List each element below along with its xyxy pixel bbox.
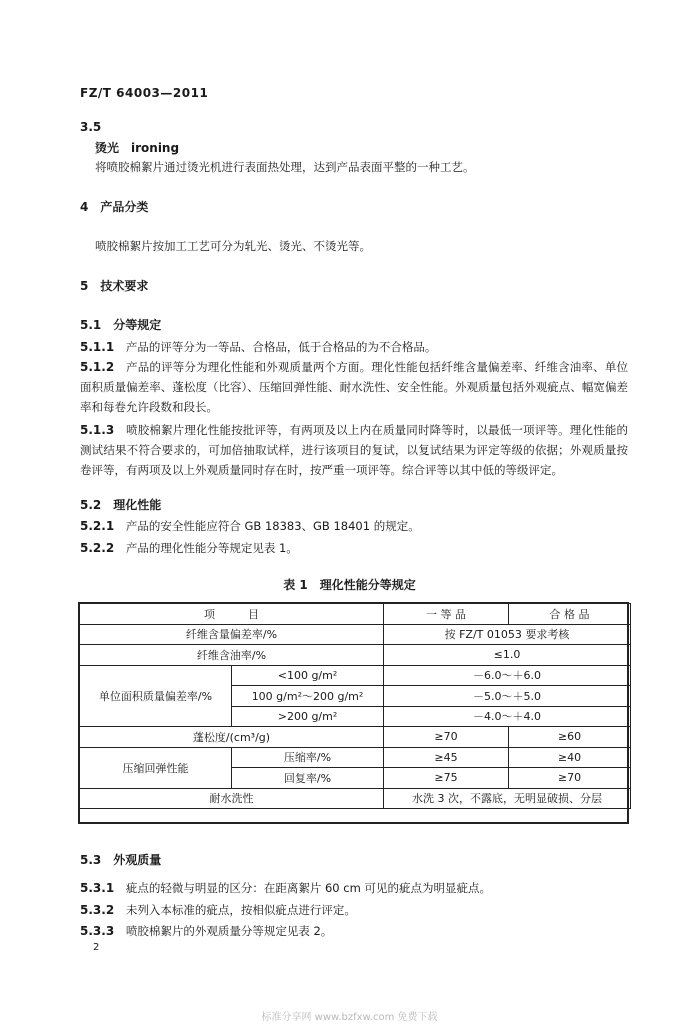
section-4-title: 4 产品分类 — [80, 200, 149, 214]
standard-code: FZ/T 64003—2011 — [80, 86, 209, 100]
section-5-1-title: 5.1 分等规定 — [80, 318, 162, 332]
mass-range-1: <100 g/m² — [232, 665, 384, 686]
clause-5-2-2 — [80, 540, 298, 556]
clause-5-1-3 — [80, 420, 628, 480]
clause-5-1-2-text: 产品的评等分为理化性能和外观质量两个方面。理化性能包括纤维含量偏差率、纤维含油率、单位面积质量偏差率、蓬松度（比容）、压缩回弹性能、耐水洗性、安全性能。外观质量包括外观疵点、幅宽偏差率和每卷允许段数和段长。 — [80, 360, 629, 414]
mass-range-1-value: －6.0～＋6.0 — [384, 665, 631, 686]
clause-5-1-1 — [80, 337, 628, 357]
clause-3-5-definition: 将喷胶棉絮片通过烫光机进行表面热处理，达到产品表面平整的一种工艺。 — [95, 160, 475, 174]
header-qualified: 合 格 品 — [509, 604, 631, 625]
header-item: 项 目 — [80, 604, 384, 625]
section-5-title: 5 技术要求 — [80, 279, 149, 293]
clause-5-3-2 — [80, 902, 356, 918]
clause-5-3-3 — [80, 923, 332, 939]
section-5-3-title: 5.3 外观质量 — [80, 853, 162, 867]
row-compression: 压缩回弹性能 — [80, 747, 232, 788]
clause-5-3-3-number: 5.3.3 — [80, 924, 115, 938]
section-5-2-title: 5.2 理化性能 — [80, 498, 162, 512]
table-row — [80, 747, 631, 768]
table-row — [80, 665, 631, 686]
recovery-rate-qualified: ≥70 — [509, 768, 631, 789]
clause-5-1-2 — [80, 357, 628, 417]
compression-rate-first: ≥45 — [384, 747, 509, 768]
table-row — [80, 788, 631, 809]
fiber-oil-value: ≤1.0 — [384, 645, 631, 666]
footer-watermark: 标准分享网 www.bzfxw.com 免费下载 — [261, 1012, 438, 1023]
table-1 — [79, 603, 631, 809]
row-fiber-content-deviation: 纤维含量偏差率/% — [80, 624, 384, 645]
clause-5-2-1 — [80, 518, 420, 534]
page-number: 2 — [93, 942, 100, 953]
table-row — [80, 727, 631, 748]
bulkiness-first: ≥70 — [384, 727, 509, 748]
clause-5-3-1 — [80, 880, 491, 896]
recovery-rate-first: ≥75 — [384, 768, 509, 789]
table-row — [80, 645, 631, 666]
mass-range-2: 100 g/m²～200 g/m² — [232, 686, 384, 707]
header-first-grade: 一 等 品 — [384, 604, 509, 625]
row-bulkiness: 蓬松度/(cm³/g) — [80, 727, 384, 748]
row-mass-deviation: 单位面积质量偏差率/% — [80, 665, 232, 727]
row-wash-resistance: 耐水洗性 — [80, 788, 384, 809]
clause-5-3-1-number: 5.3.1 — [80, 881, 115, 895]
table-header-row — [80, 604, 631, 625]
clause-5-1-3-text: 喷胶棉絮片理化性能按批评等，有两项及以上内在质量同时降等时，以最低一项评等。理化性能的测试结果不符合要求的，可加倍抽取试样，进行该项目的复试，以复试结果为评定等级的依据；外观质量按卷评等，有两项及以上外观质量同时存在时，按严重一项评等。综合评等以其中低的等级评定。 — [80, 423, 629, 477]
fiber-content-deviation-value: 按 FZ/T 01053 要求考核 — [384, 624, 631, 645]
clause-5-3-2-text: 未列入本标准的疵点，按相似疵点进行评定。 — [125, 903, 356, 917]
wash-resistance-value: 水洗 3 次，不露底，无明显破损、分层 — [384, 788, 631, 809]
clause-5-3-3-text: 喷胶棉絮片的外观质量分等规定见表 2。 — [125, 924, 333, 938]
mass-range-3: >200 g/m² — [232, 706, 384, 727]
clause-5-2-1-text: 产品的安全性能应符合 GB 18383、GB 18401 的规定。 — [125, 519, 420, 533]
clause-5-2-2-text: 产品的理化性能分等规定见表 1。 — [125, 541, 298, 555]
clause-5-3-2-number: 5.3.2 — [80, 903, 115, 917]
clause-5-1-1-number: 5.1.1 — [80, 340, 115, 354]
clause-5-2-1-number: 5.2.1 — [80, 519, 115, 533]
compression-rate-qualified: ≥40 — [509, 747, 631, 768]
clause-5-3-1-text: 疵点的轻微与明显的区分：在距离絮片 60 cm 可见的疵点为明显疵点。 — [125, 881, 491, 895]
section-4-text: 喷胶棉絮片按加工工艺可分为轧光、烫光、不烫光等。 — [95, 239, 371, 253]
clause-3-5-term: 烫光 ironing — [95, 141, 180, 155]
clause-5-2-2-number: 5.2.2 — [80, 541, 115, 555]
clause-5-1-2-number: 5.1.2 — [80, 360, 115, 374]
mass-range-3-value: －4.0～＋4.0 — [384, 706, 631, 727]
clause-5-1-1-text: 产品的评等分为一等品、合格品，低于合格品的为不合格品。 — [125, 340, 437, 354]
bulkiness-qualified: ≥60 — [509, 727, 631, 748]
clause-5-1-3-number: 5.1.3 — [80, 423, 115, 437]
table-row — [80, 624, 631, 645]
mass-range-2-value: －5.0～＋5.0 — [384, 686, 631, 707]
clause-3-5-number: 3.5 — [80, 120, 102, 134]
row-fiber-oil: 纤维含油率/% — [80, 645, 384, 666]
recovery-rate: 回复率/% — [232, 768, 384, 789]
compression-rate: 压缩率/% — [232, 747, 384, 768]
table-1-caption: 表 1 理化性能分等规定 — [283, 578, 416, 592]
